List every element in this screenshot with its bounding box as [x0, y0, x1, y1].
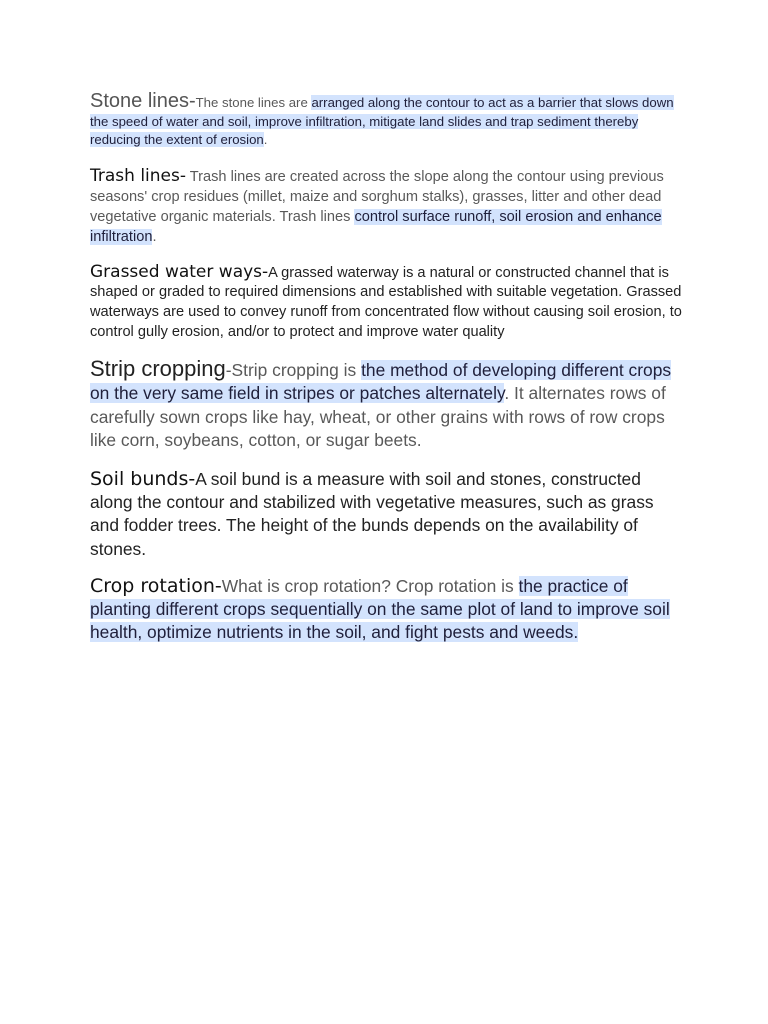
paragraph-strip-cropping	[90, 357, 682, 452]
highlight-strip-cropping: the method of developing different crops on the very same field in stripes or patches alternately	[90, 360, 672, 404]
text-stone-lines-intro: The stone lines are	[195, 95, 312, 110]
heading-soil-bunds: Soil bunds-	[90, 467, 196, 490]
paragraph-stone-lines	[90, 92, 682, 150]
heading-crop-rotation: Crop rotation-	[90, 574, 222, 597]
paragraph-grassed-water-ways	[90, 263, 682, 342]
document-page	[90, 92, 682, 644]
text-strip-cropping-intro: -Strip cropping is	[225, 360, 362, 381]
paragraph-trash-lines	[90, 166, 682, 247]
paragraph-crop-rotation	[90, 575, 682, 645]
text-trash-lines-tail: .	[152, 228, 157, 245]
text-stone-lines-tail: .	[263, 132, 268, 148]
heading-trash-lines: Trash lines-	[90, 165, 186, 186]
paragraph-soil-bunds	[90, 468, 682, 561]
text-strip-cropping-tail: . It alternates rows of carefully sown crops like hay, wheat, or other grains with rows of row crops like corn, soybeans, cotton, or sugar beets.	[90, 383, 666, 450]
text-crop-rotation-intro: What is crop rotation? Crop rotation is	[221, 575, 519, 596]
text-soil-bunds: A soil bund is a measure with soil and stones, constructed along the contour and stabilized with vegetative measures, such as grass and fodder trees. The height of the bunds depends on the availability of stones.	[90, 468, 654, 559]
highlight-trash-lines: control surface runoff, soil erosion and enhance infiltration	[90, 208, 662, 245]
highlight-stone-lines: arranged along the contour to act as a barrier that slows down the speed of water and soil, improve infiltration, mitigate land slides and trap sediment thereby reducing the extent of erosion	[90, 95, 674, 148]
text-grassed-water-ways: A grassed waterway is a natural or constructed channel that is shaped or graded to required dimensions and established with suitable vegetation. Grassed waterways are used to convey runoff from concentrated flow without causing soil erosion, to control gully erosion, and/or to protect and improve water quality	[90, 264, 682, 340]
heading-grassed-water-ways: Grassed water ways-	[90, 261, 269, 282]
heading-stone-lines: Stone lines-	[90, 90, 196, 112]
highlight-crop-rotation: the practice of planting different crops sequentially on the same plot of land to improve soil health, optimize nutrients in the soil, and fight pests and weeds.	[90, 575, 670, 643]
text-trash-lines-intro: Trash lines are created across the slope along the contour using previous seasons' crop residues (millet, maize and sorghum stalks), grasses, litter and other dead vegetative organic materials. Trash lines	[90, 168, 664, 225]
heading-strip-cropping: Strip cropping	[90, 356, 226, 382]
